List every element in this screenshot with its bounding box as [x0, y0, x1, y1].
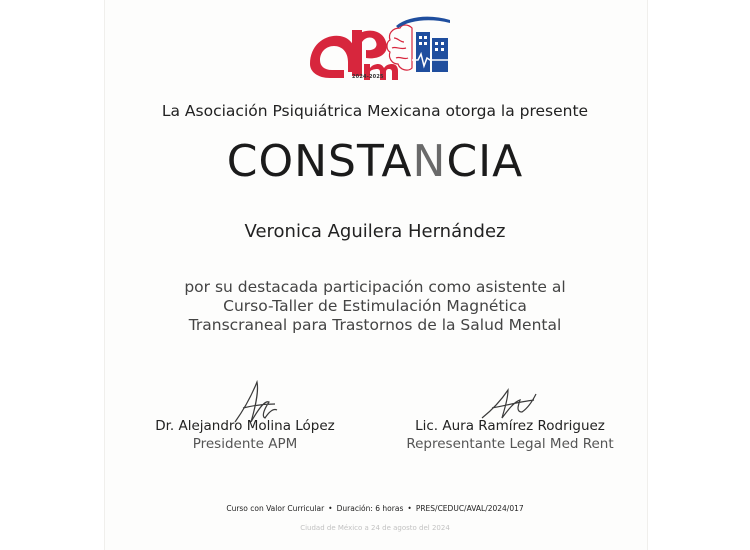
- body-line: Transcraneal para Trastornos de la Salud Mental: [188, 316, 562, 334]
- signer-role: Presidente APM: [192, 436, 298, 452]
- title-part-2: CIA: [446, 136, 524, 187]
- logo-year: 2024-2025: [352, 74, 384, 80]
- title-accent-letter: N: [412, 136, 447, 187]
- signer-name: Lic. Aura Ramírez Rodriguez: [415, 418, 605, 434]
- footer-info: [104, 504, 646, 513]
- footer-item: Duración: 6 horas: [336, 504, 404, 513]
- signer-role: Representante Legal Med Rent: [406, 436, 614, 452]
- footer-separator: •: [328, 504, 333, 513]
- signature-left: [130, 417, 360, 453]
- footer-separator: •: [407, 504, 412, 513]
- title-part-1: CONSTA: [226, 136, 413, 187]
- footer-item: Curso con Valor Curricular: [226, 504, 325, 513]
- issue-date: Ciudad de México a 24 de agosto del 2024: [300, 524, 450, 532]
- certificate-title: [104, 136, 646, 187]
- certificate-body: [104, 278, 646, 335]
- body-line: Curso-Taller de Estimulación Magnética: [223, 297, 527, 315]
- recipient-name: Veronica Aguilera Hernández: [244, 221, 506, 242]
- signer-name: Dr. Alejandro Molina López: [155, 418, 335, 434]
- intro-text: La Asociación Psiquiátrica Mexicana otorga la presente: [161, 102, 589, 120]
- footer-item: PRES/CEDUC/AVAL/2024/017: [415, 504, 524, 513]
- body-line: por su destacada participación como asistente al: [184, 278, 566, 296]
- signature-right: [390, 417, 630, 453]
